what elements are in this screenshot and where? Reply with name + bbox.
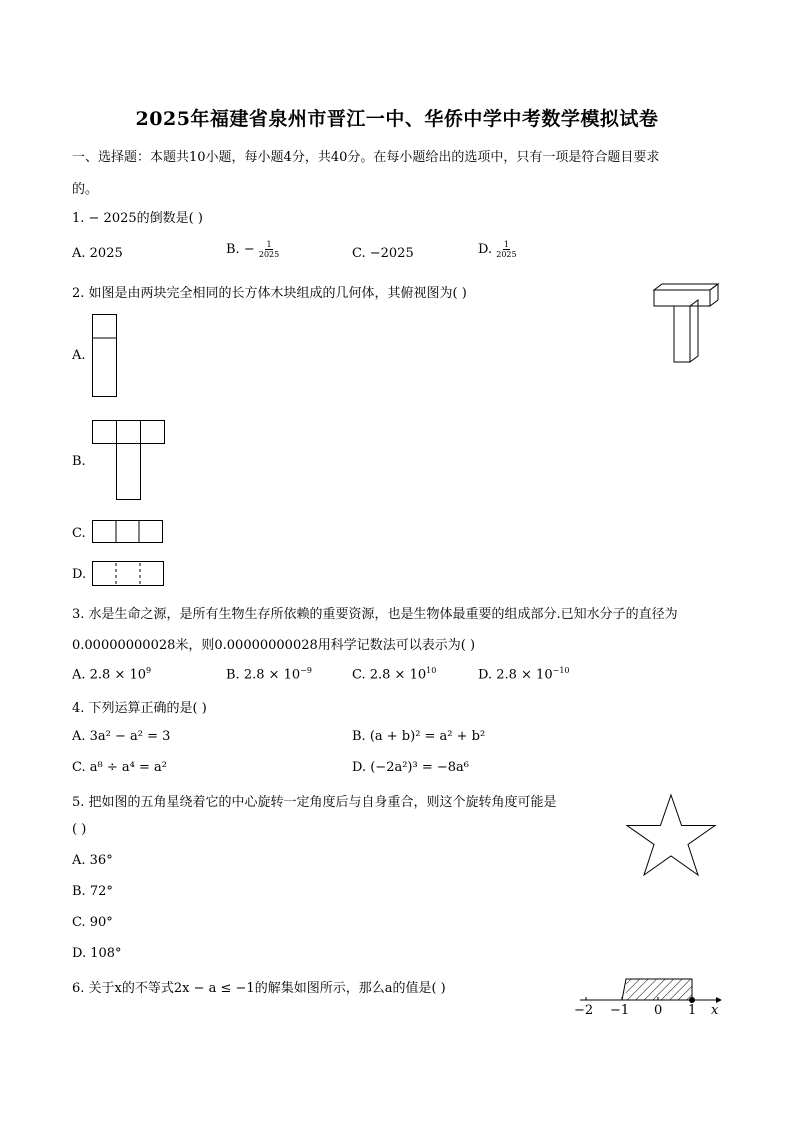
q3-option-c-exponent: 10 [426, 666, 437, 675]
question-3-line2: 0.00000000028米，则0.00000000028用科学记数法可以表示为( ) [72, 638, 476, 653]
q1-option-b-fraction [259, 240, 279, 259]
q6-axis-label-0: 0 [654, 1003, 663, 1018]
q1-option-a[interactable]: A. 2025 [72, 246, 123, 261]
q1-option-b-prefix: B. − [226, 242, 255, 257]
q4-option-c[interactable]: C. a⁸ ÷ a⁴ = a² [72, 760, 167, 775]
q6-axis-variable: x [711, 1003, 719, 1018]
q5-option-d[interactable]: D. 108° [72, 946, 122, 961]
q2-option-c-label[interactable]: C. [72, 526, 86, 541]
q1-option-b-numerator: 1 [266, 240, 272, 249]
q1-option-d-fraction [496, 240, 516, 259]
q6-axis-labels [574, 1003, 730, 1021]
q3-option-a-base: A. 2.8 × 10 [72, 667, 147, 683]
q5-option-a[interactable]: A. 36° [72, 853, 113, 868]
question-1-stem: 1. − 2025的倒数是( ) [72, 211, 203, 226]
page-title: 2025年福建省泉州市晋江一中、华侨中学中考数学模拟试卷 [135, 108, 659, 130]
q5-option-c[interactable]: C. 90° [72, 915, 113, 930]
question-2-stem: 2. 如图是由两块完全相同的长方体木块组成的几何体，其俯视图为( ) [72, 286, 467, 301]
q3-option-b-exponent: −9 [300, 666, 312, 675]
q1-option-b[interactable] [226, 240, 279, 259]
q2-option-b-label[interactable]: B. [72, 454, 86, 469]
q3-option-d[interactable] [478, 666, 570, 682]
q3-option-c[interactable] [352, 666, 436, 682]
q4-option-a[interactable]: A. 3a² − a² = 3 [72, 729, 171, 744]
q3-option-b[interactable] [226, 666, 312, 682]
q1-option-d-prefix: D. [478, 242, 497, 257]
q6-axis-label-neg2: −2 [574, 1003, 594, 1018]
q2-option-a-figure[interactable] [92, 314, 118, 398]
q2-option-a-label[interactable]: A. [72, 348, 86, 363]
q3-option-d-base: D. 2.8 × 10 [478, 667, 553, 683]
q1-option-b-denominator: 2025 [258, 250, 280, 259]
q5-option-b[interactable]: B. 72° [72, 884, 113, 899]
question-3-line1: 3. 水是生命之源，是所有生物生存所依赖的重要资源，也是生物体最重要的组成部分.已知水分子的直径为 [72, 607, 678, 622]
q2-solid-figure [650, 282, 722, 366]
q1-option-d[interactable] [478, 240, 517, 259]
q5-star-figure [624, 793, 718, 877]
question-5-line2: ( ) [72, 822, 87, 837]
section-heading-line1: 一、选择题：本题共10小题，每小题4分，共40分。在每小题给出的选项中，只有一项是符合题目要求 [72, 150, 660, 165]
q1-option-d-denominator: 2025 [496, 250, 517, 259]
q1-option-d-numerator: 1 [503, 240, 509, 249]
q2-option-b-figure[interactable] [92, 420, 166, 502]
q3-option-a-exponent: 9 [146, 666, 152, 675]
q4-option-d[interactable]: D. (−2a²)³ = −8a⁶ [352, 760, 469, 775]
q6-axis-label-1: 1 [688, 1003, 697, 1018]
q6-axis-label-neg1: −1 [610, 1003, 630, 1018]
q2-option-c-figure[interactable] [92, 520, 164, 544]
q3-option-c-base: C. 2.8 × 10 [352, 667, 427, 683]
q3-option-d-exponent: −10 [552, 666, 570, 675]
q1-option-c[interactable]: C. −2025 [352, 246, 414, 261]
question-4-stem: 4. 下列运算正确的是( ) [72, 701, 207, 716]
question-5-line1: 5. 把如图的五角星绕着它的中心旋转一定角度后与自身重合，则这个旋转角度可能是 [72, 795, 557, 810]
q2-option-d-figure[interactable] [92, 561, 166, 587]
q3-option-a[interactable] [72, 666, 151, 682]
q2-option-d-label[interactable]: D. [72, 567, 87, 582]
q4-option-b[interactable]: B. (a + b)² = a² + b² [352, 729, 486, 744]
section-heading-line2: 的。 [72, 182, 99, 197]
q3-option-b-base: B. 2.8 × 10 [226, 667, 301, 683]
question-6-stem: 6. 关于x的不等式2x − a ≤ −1的解集如图所示，那么a的值是( ) [72, 981, 446, 996]
